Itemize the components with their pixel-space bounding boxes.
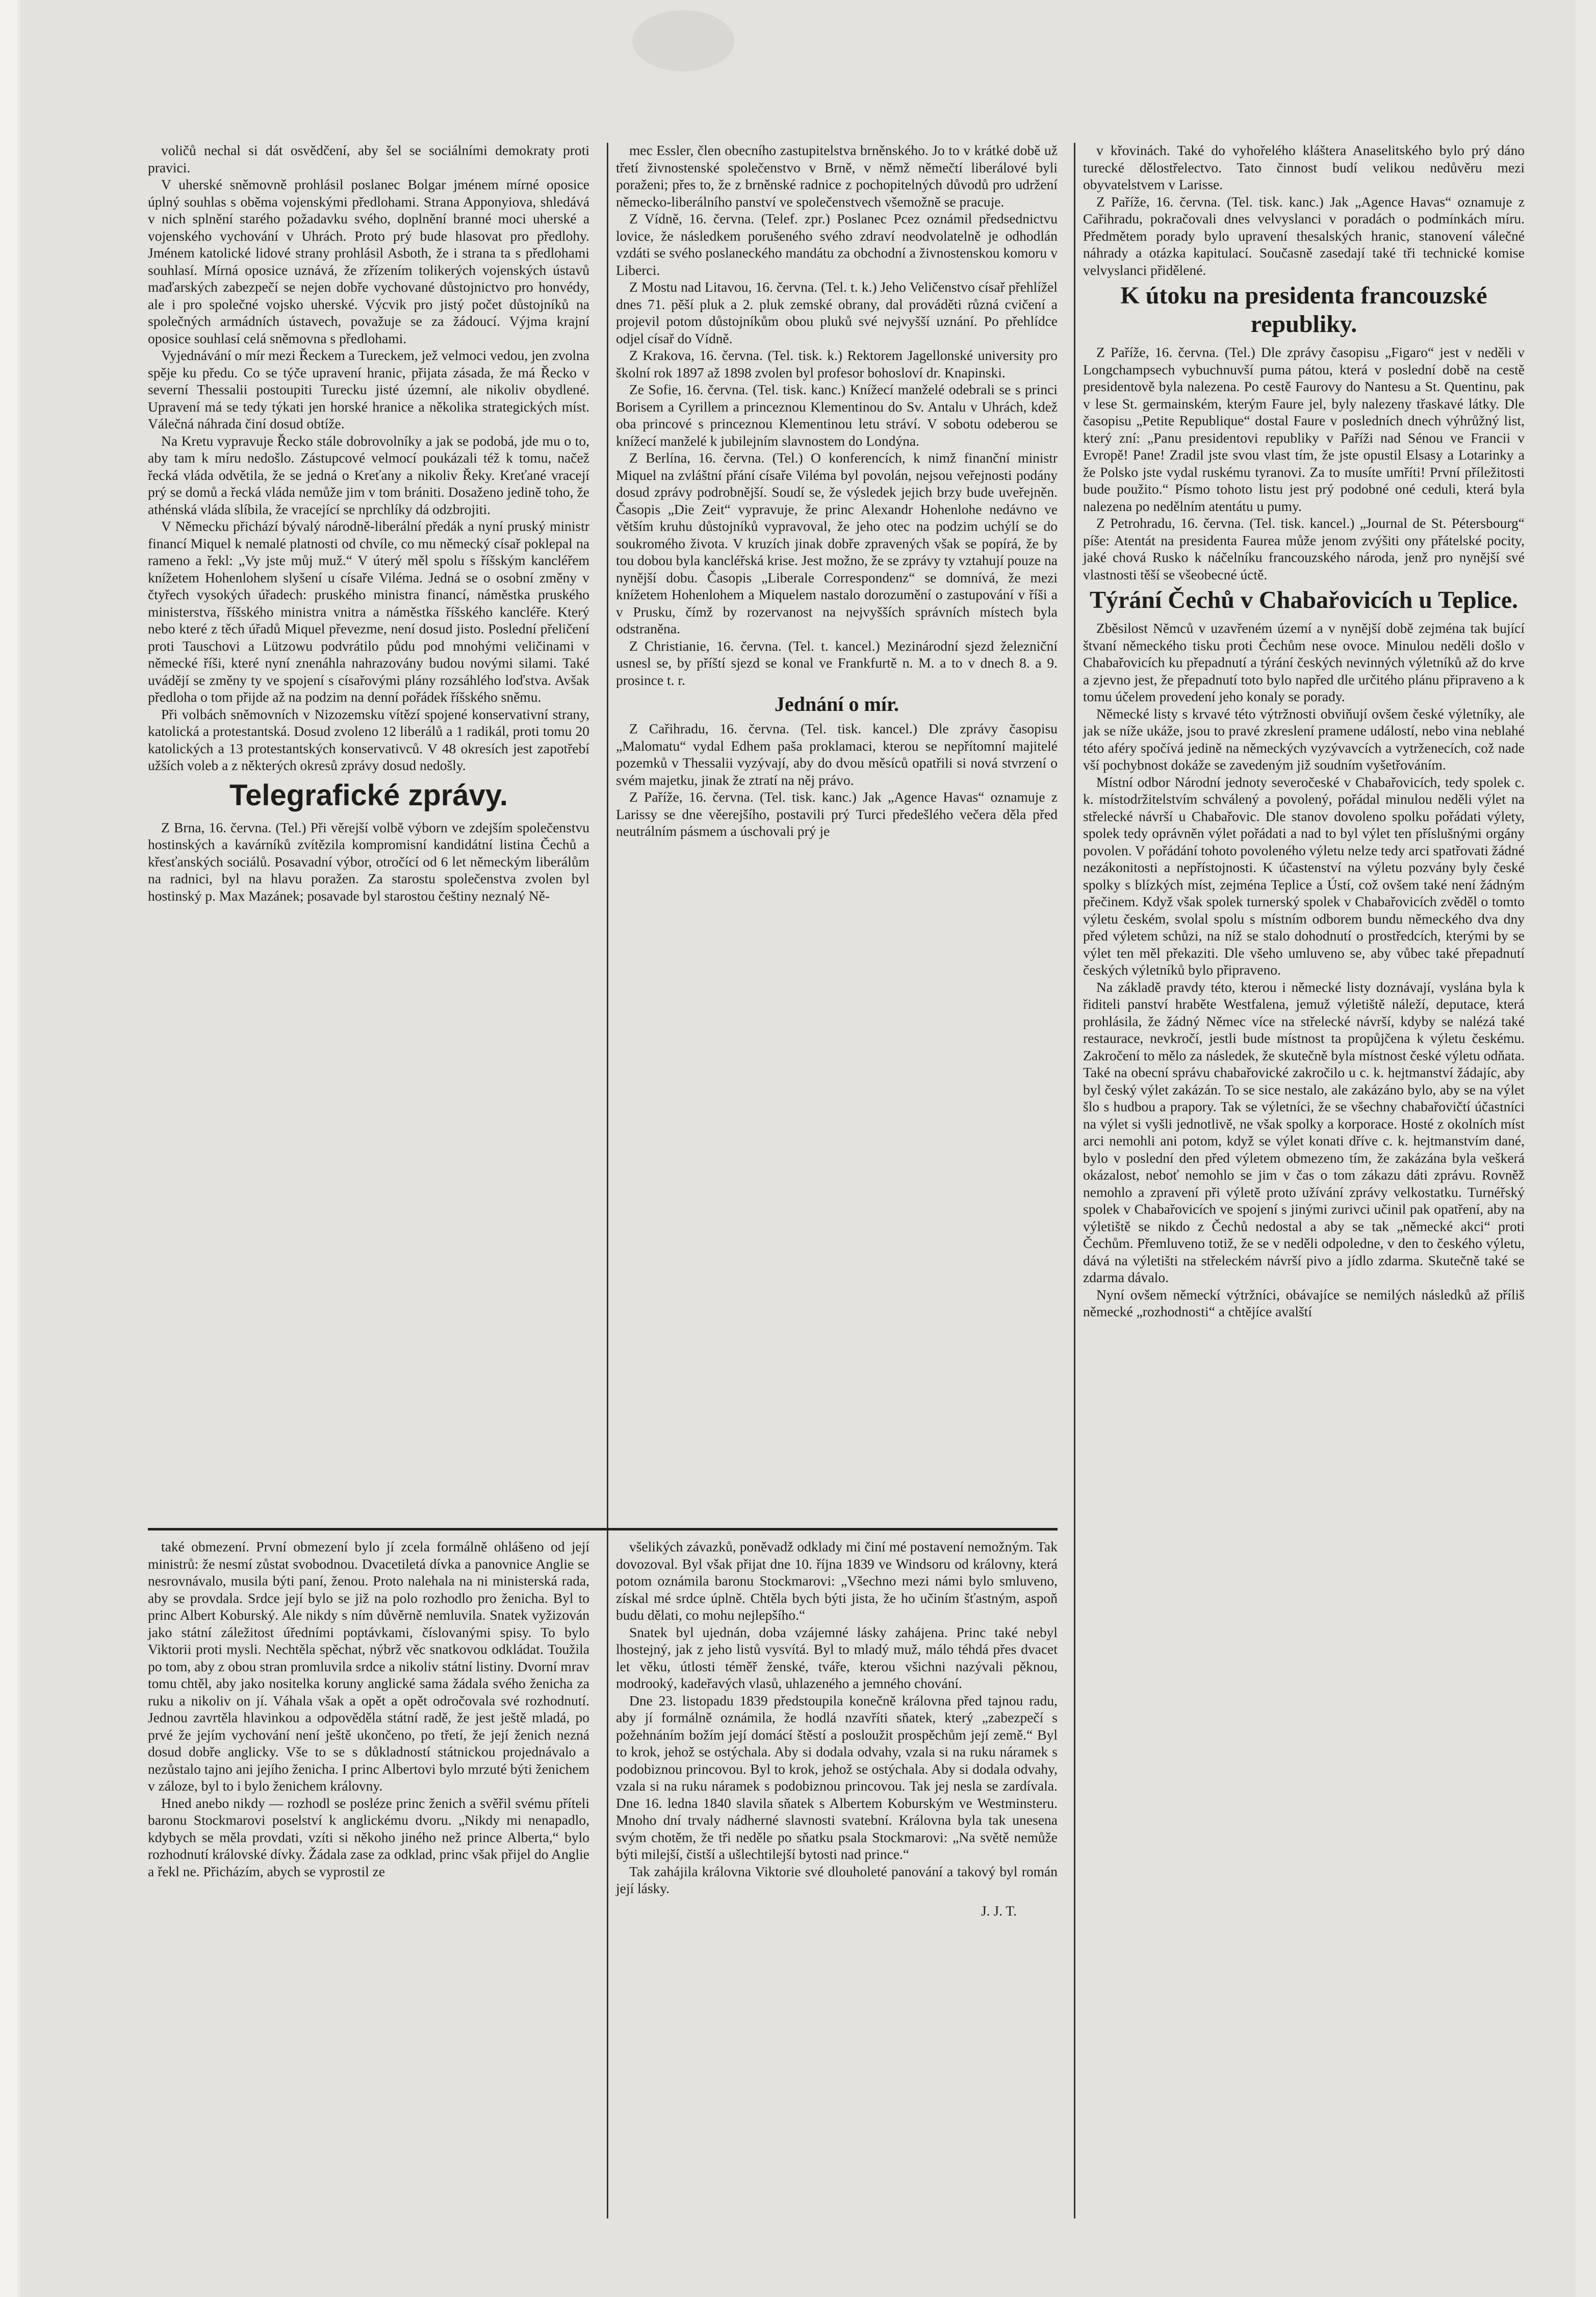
column-rule-right xyxy=(1074,143,1075,2218)
article-paragraph: Německé listy s krvavé této výtržnosti obviňují ovšem české výletníky, ale jak se níže ukáže, jsou to pravé zkreslení pramene událostí, nebo vina neblahé této aféry spočívá jedině na německých vyzývavcích a vytrženecích, což nade vší pochybnost dokáže se zavedeným již soudním vyšetřováním. xyxy=(1083,705,1525,773)
article-paragraph: Z Cařihradu, 16. června. (Tel. tisk. kancel.) Dle zprávy časopisu „Malomatu“ vydal Edhem paša proklamaci, kterou se nepřítomní majitelé pozemků v Thessalii vyzývají, aby do dvou měsíců opatřili si nová stvrzení o svém majetku, jinak že ztratí na něj právo. xyxy=(616,721,1058,788)
article-paragraph: Místní odbor Národní jednoty severočeské v Chabařovicích, tedy spolek c. k. místodržitelstvím schválený a povolený, pořádal minulou neděli výlet na střelecké návrší u Chabařovic. Dle stanov dovoleno spolku pořádati výlety, spolek tedy oprávněn výlet pořádati a nad to byl výlet ten příslušnými orgány povolen. V pořádání tohoto povoleného výletu nelze tedy arci spatřovati žádné nezákonitosti a nepřístojnosti. K účastenství na výletu pozvány byly české spolky s blízkých míst, zejména Teplice a Ústí, což ovšem také není žádným přečinem. Když však spolek turnerský spolek v Chabařovicích zvěděl o tomto výletu českém, svolal spolu s místním odborem bundu německého dva dny před výletem schůzi, na níž se stalo dohodnutí o prostředcích, kterými by se výlet ten měl překaziti. Dle všeho umluveno se, aby vůbec také přepadnutí českých výletníků bylo připraveno. xyxy=(1083,774,1525,978)
article-paragraph: Zběsilost Němců v uzavřeném území a v nynější době zejména tak bující štvaní německého tisku proti Čechům nese ovoce. Minulou neděli došlo v Chabařovicích ku přepadnutí a týrání českých nevinných výletníků až do krve a zjevno jest, že přepadnutí toto bylo napřed dle určitého plánu připraveno a k tomu účelem provedení jeho konaly se porady. xyxy=(1083,620,1525,704)
article-paragraph: Na Kretu vypravuje Řecko stále dobrovolníky a jak se podobá, jde mu o to, aby tam k míru nedošlo. Zástupcové velmocí poukázali též k tomu, načež řecká vláda odvětila, že se jedná o Kreťany a nikoliv Řeky. Kreťané vracejí prý se domů a řecká vláda nemůže jim v tom brániti. Dosaženo jedině toho, že athénská vláda slíbila, že vracející se nprchlíky dá odzbrojiti. xyxy=(148,432,589,517)
article-paragraph: Hned anebo nikdy — rozhodl se posléze princ ženich a svěřil svému příteli baronu Stockmarovi poselství k anglickému dvoru. „Nikdy mi nenapadlo, kdybych se měla provdati, vzíti si někoho jiného než prince Alberta,“ bylo rozhodnutí královské dívky. Žádala zase za odklad, princ však přijel do Anglie a řekl ne. Přicházím, abych se vyprostil ze xyxy=(148,1795,589,1879)
article-paragraph: Z Mostu nad Litavou, 16. června. (Tel. t. k.) Jeho Veličenstvo císař přehlížel dnes 71. pěší pluk a 2. pluk zemské obrany, dal prováděti různá cvičení a projevil potom důstojníkům obou pluků své nejvyšší uznání. Po přehlídce odjel císař do Vídně. xyxy=(616,279,1058,346)
feuilleton-column-2 xyxy=(616,1538,1058,1919)
article-paragraph: mec Essler, člen obecního zastupitelstva brněnského. Jo to v krátké době už třetí živnostenské společenstvo v Brně, v němž němečtí liberálové byli poraženi; přes to, že z brněnské radnice z pochopitelných důvodů pro udržení německo-liberálního panství ve společenstvech všemožně se pracuje. xyxy=(616,142,1058,210)
section-heading-peace: Jednání o mír. xyxy=(774,693,899,716)
library-stamp xyxy=(632,10,734,71)
article-paragraph: Snatek byl ujednán, doba vzájemné lásky zahájena. Princ také nebyl lhostejný, jak z jeho listů vysvítá. Byl to mladý muž, málo téhdá přes dvacet let věku, útlosti téměř ženské, tváře, kterou všichni nazývali pěknou, modrooký, kadeřavých vlasů, uhlazeného a jemného chování. xyxy=(616,1624,1058,1691)
column-2 xyxy=(616,142,1058,840)
article-paragraph: Na základě pravdy této, kterou i německé listy doznávají, vyslána byla k řiditeli panství hraběte Westfalena, jemuž výletiště náleží, deputace, která prohlásila, že žádný Němec více na střelecké návrší, kdyby se nalézá také restaurace, nevkročí, jestli bude místnost ta propůjčena k výletu českému. Zakročení to mělo za následek, že skutečně byla místnost české výletu odňata. Také na obecní správu chabařovické zakročilo u c. k. hejtmanství žádajíc, aby byl český výlet zakázán. To se sice nestalo, ale zakázáno bylo, aby se na výlet šlo s hudbou a prapory. Tak se výletníci, že se všechny chabařovičtí účastníci na výlet si vyšli jednotlivě, ne však spolky a korporace. Hosté z okolních míst arci nemohli ani potom, když se výlet konati dříve c. k. hejtmanstvím dané, bylo v poslední den před výletem obmezeno tím, že zakázána byla veškerá okázalost, neboť nemohlo se jim v čas o tom zákazu dáti zprávu. Rovněž nemohlo a zpravení při výletě proto užívání zprávy velkostatku. Turnéřský spolek v Chabařovicích ve spojení s jinými zurivci učinil pak opatření, aby na výletiště se nikdo z Čechů nedostal a aby se tak „německé akci“ proti Čechům. Přemluveno totiž, že se v neděli odpoledne, v den to českého výletu, dává na výletišti na střeleckém návrší pivo a jídlo zdarma. Skutečně také se zdarma dávalo. xyxy=(1083,979,1525,1285)
article-paragraph: také obmezení. První obmezení bylo jí zcela formálně ohlášeno od její ministrů: že nesmí zůstat svobodnou. Dvacetiletá dívka a panovnice Anglie se nesrovnávalo, musila býti paní, ženou. Proto nalehala na ni ministerská rada, aby se provdala. Srdce její bylo se již na polo rozhodlo pro ženicha. Byl to princ Albert Koburský. Ale nikdy s ním důvěrně nemluvila. Snatek vyžizován jako státní záležitost úředními poptávkami, číslovanými spisy. To bylo Viktorii proti mysli. Nechtěla spěchat, nýbrž věc snatkovou odkládat. Toužila po tom, aby z obou stran promluvila srdce a nikoliv státní listiny. Dvorní mrav tomu chtěl, aby jako nositelka koruny anglické sama žádala svého ženicha za ruku a nikoliv on jí. Váhala však a opět a opět odročovala své rozhodnutí. Jednou zavrtěla hlavinkou a odpověděla státní radě, že jest ještě mladá, po prvé že jejím vychování není ještě ukončeno, po třetí, že její ženich nezná dosud dobře anglicky. Vše to se s důkladností státnickou projednávalo a nezůstalo tajno ani jejího ženicha. I princ Albertovi bylo mrzuté býti ženichem v záloze, byl to i bylo ženichem královny. xyxy=(148,1539,589,1794)
article-paragraph: Z Paříže, 16. června. (Tel. tisk. kanc.) Jak „Agence Havas“ oznamuje z Cařihradu, pokračovali dnes velvyslanci v poradách o podmínkách míru. Předmětem porady bylo upravení thesalských hranic, stanovení válečné náhrady a otázka kapitulací. Současně zasedají také tři technické komise velvyslanci přidělené. xyxy=(1083,193,1525,278)
article-paragraph: všelikých závazků, poněvadž odklady mi činí mé postavení nemožným. Tak dovozoval. Byl však přijat dne 10. října 1839 ve Windsoru od královny, která potom oznámila baronu Stockmarovi: „Všechno mezi námi bylo smluveno, získal mé srdce úplně. Chtěla bych býti jista, že ho učiním šťastným, aspoň budu dělati, co mohu nejlepšího.“ xyxy=(616,1539,1058,1623)
article-paragraph: Z Berlína, 16. června. (Tel.) O konferencích, k nimž finanční ministr Miquel na zvláštní přání císaře Viléma byl povolán, nejsou veřejnosti podány dosud zprávy podrobnější. Soudí se, že výsledek jejich brzy bude uveřejněn. Časopis „Die Zeit“ vypravuje, že princ Alexandr Hohenlohe nedávno ve větším kruhu důstojníků vypravoval, že jeho otec na podzim uchýlí se do soukromého života. V kruzích jinak dobře zpravených však se popírá, že by tou dobou byla kancléřská krise. Jest možno, že se zprávy ty vztahují pouze na nynější dobu. Časopis „Liberale Correspondenz“ se domnívá, že mezi knížetem Hohenlohem a Miquelem nastalo dorozumění o zastupování v říši a v Prusku, čímž by rozervanost na nejvyšších správních místech byla odstraněna. xyxy=(616,450,1058,636)
feuilleton-rule xyxy=(148,1528,1058,1530)
article-paragraph: Z Christianie, 16. června. (Tel. t. kancel.) Mezinárodní sjezd železniční usnesl se, by příští sjezd se konal ve Frankfurtě n. M. a to v dnech 8. a 9. prosince t. r. xyxy=(616,637,1058,688)
article-paragraph: v křovinách. Také do vyhořelého kláštera Anaselitského bylo prý dáno turecké dělostřelectvo. Tato činnost budí velikou nedůvěru mezi obyvatelstvem v Larisse. xyxy=(1083,142,1525,192)
article-paragraph: Při volbách sněmovních v Nizozemsku vítězí spojené konservativní strany, katolická a protestantská. Dosud zvoleno 12 liberálů a 1 radikál, proti tomu 20 katolických a 13 protestantských konservativců. V 48 okresích jest zapotřebí užších voleb a z některých okresů zprávy dosud nedošly. xyxy=(148,706,589,773)
article-paragraph: V Německu přichází bývalý národně-liberální předák a nyní pruský ministr financí Miquel k nemalé platnosti od chvíle, co mu německý císař poklepal na rameno a řekl: „Vy jste můj muž.“ V úterý měl spolu s říšským kancléřem knížetem Hohenlohem slyšení u císaře Viléma. Jedná se o osobní změny v čtyřech vysokých úřadech: pruského ministra financí, náměstka pruského ministerstva, říšského ministra vnitra a náměstka říšského kancléře. Který nebo které z těch úřadů Miquel převezme, není dosud jisto. Poslední přeličení proti Tauschovi a Lützowu podvrátilo půdu pod mnohými veličinami v německé říši, které nyní znenáhla nahrazovány budou novými silami. Také uvádějí se změny ty ve spojení s císařovými plány rozsáhlého loďstva. Avšak předloha o tom přijde až na podzim na denní pořádek říšského sněmu. xyxy=(148,518,589,705)
article-paragraph: Ze Sofie, 16. června. (Tel. tisk. kanc.) Knížecí manželé odebrali se s princi Borisem a Cyrillem a princeznou Klementinou do Sv. Antalu v Uhrách, kdež oba princové s princeznou Klementinou letu stráví. V sobotu odeberou se knížecí manželé k jubilejním slavnostem do Londýna. xyxy=(616,381,1058,449)
column-rule-left xyxy=(607,143,608,2218)
article-paragraph: Dne 23. listopadu 1839 předstoupila konečně královna před tajnou radu, aby jí formálně oznámila, že hodlá nzavříti sňatek, který „zabezpečí s požehnáním božím její domácí štěstí a posloužit prospěchům její země.“ Byl to krok, jehož se ostýchala. Aby si dodala odvahy, vzala si na ruku náramek s podobiznou princovou. Byl to krok, jehož se ostýchala. Aby si dodala odvahy, vzala si na ruku náramek s podobiznou princovou. Tak jej nesla se zardívala. Dne 16. ledna 1840 slavila sňatek s Albertem Koburským ve Westminsteru. Mnoho dní trvaly nádherné slavnosti svatební. Královna byla tak unesena svým chotěm, že tři neděle po sňatku psala Stockmarovi: „Na světě nemůže býti milejší, čistší a ušlechtilejší bytosti nad prince.“ xyxy=(616,1692,1058,1862)
article-paragraph: voličů nechal si dát osvědčení, aby šel se sociálními demokraty proti pravici. xyxy=(148,142,589,175)
article-paragraph: Z Krakova, 16. června. (Tel. tisk. k.) Rektorem Jagellonské university pro školní rok 1897 až 1898 zvolen byl profesor bohosloví dr. Knapinski. xyxy=(616,347,1058,380)
column-1 xyxy=(148,142,589,904)
scan-edge xyxy=(0,0,17,2297)
article-paragraph: Nyní ovšem německí výtržníci, obávajíce se nemilých následků až příliš německé „rozhodnosti“ a chtějíce avalští xyxy=(1083,1286,1525,1319)
section-heading-president: K útoku na presidenta francouzské republiky. xyxy=(1120,282,1487,338)
article-paragraph: Z Petrohradu, 16. června. (Tel. tisk. kancel.) „Journal de St. Pétersbourg“ píše: Atentát na presidenta Faurea může jenom zvýšiti ony přátelské pocity, jaké chová Rusko k náčelníku francouzského národa, jenž pro nynější své vlastnosti těší se všeobecné úctě. xyxy=(1083,515,1525,582)
article-paragraph: Vyjednávání o mír mezi Řeckem a Tureckem, jež velmoci vedou, jen zvolna spěje ku předu. Co se týče upravení hranic, přijata zásada, že má Řecko v severní Thessalii postoupiti Turecku jisté územní, ale nikoliv obydlené. Upravení má se tedy týkati jen horské hranice a několika strategických míst. Válečná náhrada činí dosud obtíže. xyxy=(148,347,589,431)
article-paragraph: Z Brna, 16. června. (Tel.) Při věrejší volbě výborn ve zdejším společenstvu hostinských a kavárníků zvítězila kompromisní kandidátní listina Čechů a křesťanských sociálů. Posavadní výbor, otročící od 6 let německým liberálům na radnici, byl na hlavu poražen. Za starostu společenstva zvolen byl hostinský p. Max Mazánek; posavade byl starostou češtiny neznalý Ně- xyxy=(148,819,589,904)
author-signature: J. J. T. xyxy=(981,1902,1017,1919)
section-heading-chabarovice: Týrání Čechů v Chabařovicích u Teplice. xyxy=(1089,586,1518,614)
article-paragraph: Z Paříže, 16. června. (Tel.) Dle zprávy časopisu „Figaro“ jest v neděli v Longchampsech vybuchnuvší puma pátou, která v poslední době na cestě presidentově byla nalezena. Po cestě Faurovy do Nantesu a St. Quentinu, pak v lese St. germainském, kterým Faure jel, byly nalezeny třaskavé látky. Dle časopisu „Petite Republique“ dostal Faure v posledních dnech výhrůžný list, který zní: „Panu presidentovi republiky v Paříži nad Sénou ve Francii v Evropě! Pane! Zradil jste svou vlast tím, že jste opustil Elsasy a Lotarinky a že Polsko jste vydal ruskému tyranovi. Za to musíte umříti! První příležitosti bude použito.“ Písmo tohoto listu jest prý podobné oné ceduli, která byla nalezena po nedělním atentátu u pumy. xyxy=(1083,344,1525,514)
article-paragraph: Tak zahájila královna Viktorie své dlouholeté panování a takový byl román její lásky. xyxy=(616,1863,1058,1896)
article-paragraph: V uherské sněmovně prohlásil poslanec Bolgar jménem mírné oposice úplný souhlas s oběma vojenskými předlohami. Strana Apponyiova, shledává v nich splnění starého požadavku svého, doplnění branné moci uherské a vojenského vychování v Uhrách. Proto prý bude hlasovat pro předlohy. Jménem katolické lidové strany prohlásil Asboth, že i strana ta s předlohami souhlasí. Mírná oposice uznává, že zřízením tolikerých vojenských ústavů maďarských zabezpečí se nejen dobře vychované důstojnictvo pro honvédy, ale i pro společné vojsko uherské. Výcvik pro jistý počet důstojníků na společných armádních ústavech, považuje se za žádoucí. Výjma krajní oposice souhlasí celá sněmovna s předlohami. xyxy=(148,176,589,346)
column-3 xyxy=(1083,142,1525,1320)
feuilleton-column-1 xyxy=(148,1538,589,1880)
section-heading-telegraph: Telegrafické zprávy. xyxy=(229,778,508,812)
article-paragraph: Z Paříže, 16. června. (Tel. tisk. kanc.) Jak „Agence Havas“ oznamuje z Larissy se dne věerejšího, postavili prý Turci předešlého večera děla před neutrálním pásmem a úschovali prý je xyxy=(616,789,1058,839)
article-paragraph: Z Vídně, 16. června. (Telef. zpr.) Poslanec Pcez oznámil předsednictvu lovice, že následkem porušeného svého zdraví neodvolatelně je odhodlán vzdáti se svého poslaneckého mandátu za obchodní a živnostenskou komoru v Liberci. xyxy=(616,211,1058,278)
